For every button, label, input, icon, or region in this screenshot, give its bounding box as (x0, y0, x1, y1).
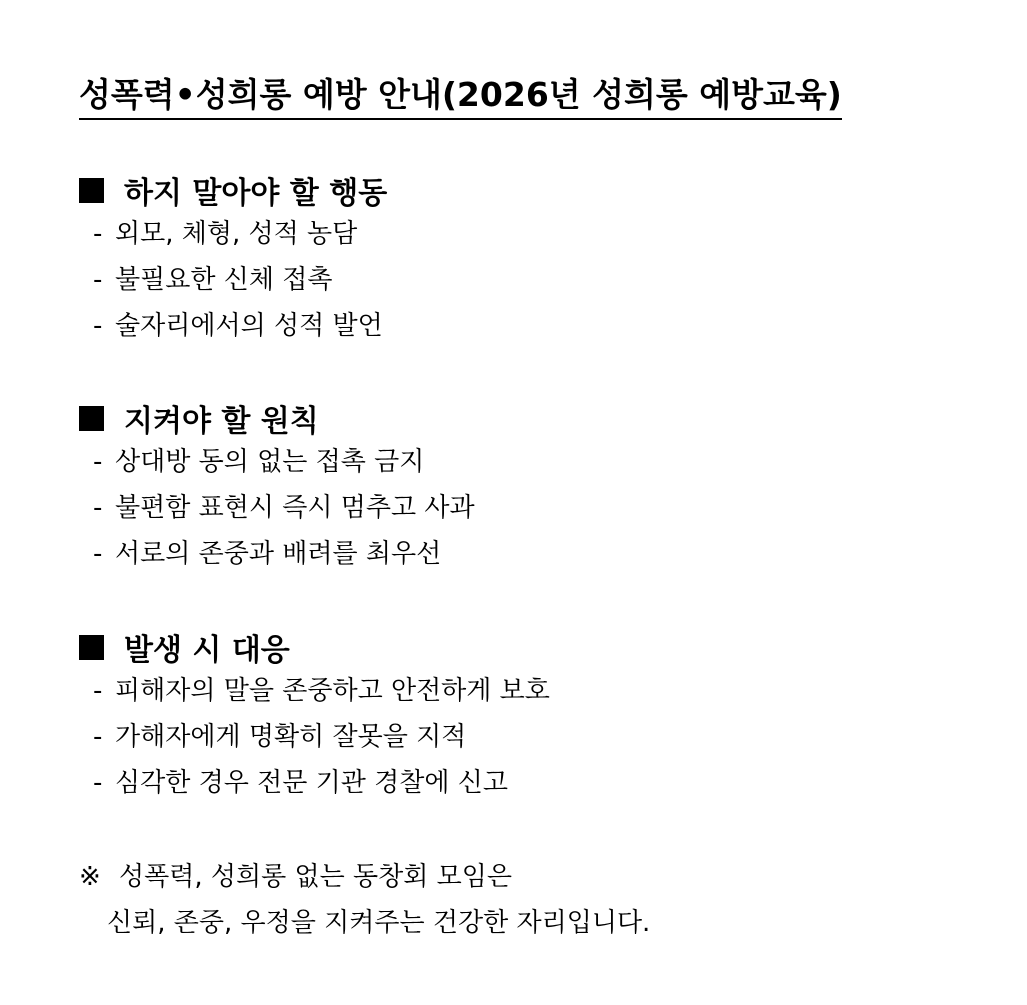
list-item (79, 763, 979, 809)
list-item-text: 상대방 동의 없는 접촉 금지 (115, 447, 425, 477)
dash-icon: - (93, 493, 103, 523)
bullet-list (79, 214, 979, 352)
closing-note (79, 855, 979, 947)
dash-icon: - (93, 768, 103, 798)
list-item-text: 피해자의 말을 존중하고 안전하게 보호 (115, 676, 550, 706)
black-square-icon (79, 635, 104, 660)
dash-icon: - (93, 676, 103, 706)
bullet-list (79, 442, 979, 580)
section-heading (79, 398, 979, 438)
section-heading-text: 하지 말아야 할 행동 (124, 176, 388, 211)
list-item-text: 심각한 경우 전문 기관 경찰에 신고 (115, 768, 508, 798)
page-title: 성폭력•성희롱 예방 안내(2026년 성희롱 예방교육) (79, 72, 842, 120)
dash-icon: - (93, 722, 103, 752)
bullet-list (79, 671, 979, 809)
list-item-text: 불필요한 신체 접촉 (115, 265, 333, 295)
list-item-text: 외모, 체형, 성적 농담 (115, 219, 358, 249)
section-heading (79, 627, 979, 667)
black-square-icon (79, 406, 104, 431)
section-heading (79, 170, 979, 210)
dash-icon: - (93, 447, 103, 477)
list-item (79, 488, 979, 534)
section-heading-text: 발생 시 대응 (124, 633, 290, 668)
list-item (79, 260, 979, 306)
section-response (79, 627, 979, 809)
note-text: 신뢰, 존중, 우정을 지켜주는 건강한 자리입니다. (107, 908, 651, 938)
section-principles (79, 398, 979, 580)
list-item (79, 306, 979, 352)
reference-mark-icon: ※ (79, 862, 101, 892)
section-prohibited-behaviors (79, 170, 979, 352)
dash-icon: - (93, 539, 103, 569)
note-line-1 (79, 855, 979, 901)
list-item-text: 불편함 표현시 즉시 멈추고 사과 (115, 493, 475, 523)
list-item (79, 717, 979, 763)
section-heading-text: 지켜야 할 원칙 (124, 404, 319, 439)
list-item-text: 술자리에서의 성적 발언 (115, 311, 383, 341)
note-line-2 (79, 901, 979, 947)
list-item-text: 가해자에게 명확히 잘못을 지적 (115, 722, 467, 752)
dash-icon: - (93, 265, 103, 295)
list-item (79, 442, 979, 488)
note-text: 성폭력, 성희롱 없는 동창회 모임은 (119, 862, 512, 892)
list-item (79, 214, 979, 260)
dash-icon: - (93, 311, 103, 341)
list-item-text: 서로의 존중과 배려를 최우선 (115, 539, 442, 569)
dash-icon: - (93, 219, 103, 249)
list-item (79, 671, 979, 717)
black-square-icon (79, 178, 104, 203)
list-item (79, 534, 979, 580)
